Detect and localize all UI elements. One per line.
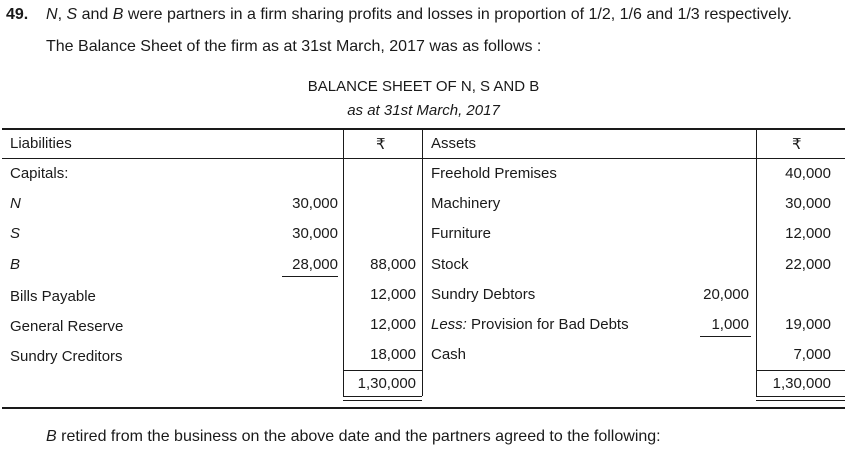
- general-reserve-label: General Reserve: [10, 318, 124, 335]
- general-reserve-amount: 12,000: [370, 316, 416, 333]
- header-assets: Assets: [431, 135, 477, 152]
- question-text-line2: The Balance Sheet of the firm as at 31st March, 2017 was as follows :: [46, 38, 542, 55]
- liab-total-top-rule: [343, 370, 422, 371]
- sundry-creditors-label: Sundry Creditors: [10, 348, 123, 365]
- header-liabilities: Liabilities: [10, 135, 72, 152]
- header-asset-currency: ₹: [792, 136, 802, 153]
- asset-total-top-rule: [756, 370, 845, 371]
- capitals-subtotal-underline: [282, 276, 338, 277]
- partner-b-name: B: [112, 6, 124, 23]
- partner-s-label: S: [10, 225, 21, 242]
- question-text-line1: N, S and B were partners in a firm sharing profits and losses in proportion of 1/2, 1/6 and 1/3 respectively.: [46, 6, 792, 23]
- sundry-debtors-amount: 20,000: [703, 286, 749, 303]
- provision-bad-debts-label: Less: Provision for Bad Debts: [431, 316, 629, 333]
- stock-label: Stock: [431, 256, 469, 273]
- liab-total-double-rule-2: [343, 400, 422, 401]
- footer-partner-b: B: [46, 428, 57, 445]
- assets-total: 1,30,000: [772, 375, 831, 392]
- partner-n-capital: 30,000: [292, 195, 338, 212]
- freehold-premises-label: Freehold Premises: [431, 165, 557, 182]
- bills-payable-amount: 12,000: [370, 286, 416, 303]
- debtors-subtotal-underline: [700, 336, 751, 337]
- asset-total-double-rule-1: [756, 396, 845, 397]
- footer-text: B retired from the business on the above date and the partners agreed to the following:: [46, 428, 661, 445]
- partner-b-label: B: [10, 256, 21, 273]
- partner-b-capital: 28,000: [292, 256, 338, 273]
- header-liab-currency: ₹: [376, 136, 386, 153]
- question-number: 49.: [6, 6, 29, 23]
- partner-n-name: N: [46, 6, 58, 23]
- machinery-amount: 30,000: [785, 195, 831, 212]
- provision-bad-debts-amount: 1,000: [711, 316, 749, 333]
- sundry-creditors-amount: 18,000: [370, 346, 416, 363]
- liab-total-double-rule-1: [343, 396, 422, 397]
- header-bottom-rule: [2, 158, 845, 159]
- stock-amount: 22,000: [785, 256, 831, 273]
- table-top-rule: [2, 128, 845, 130]
- furniture-amount: 12,000: [785, 225, 831, 242]
- liabilities-total: 1,30,000: [357, 375, 416, 392]
- partner-s-name: S: [66, 6, 78, 23]
- cash-amount: 7,000: [793, 346, 831, 363]
- cash-label: Cash: [431, 346, 467, 363]
- capitals-label: Capitals:: [10, 165, 69, 182]
- balance-sheet-title: BALANCE SHEET OF N, S AND B: [307, 78, 540, 95]
- asset-total-double-rule-2: [756, 400, 845, 401]
- sundry-debtors-label: Sundry Debtors: [431, 286, 536, 303]
- table-bottom-rule: [2, 407, 845, 409]
- column-divider-middle: [422, 128, 423, 396]
- partner-s-capital: 30,000: [292, 225, 338, 242]
- capitals-total: 88,000: [370, 256, 416, 273]
- partner-n-label: N: [10, 195, 21, 212]
- machinery-label: Machinery: [431, 195, 501, 212]
- furniture-label: Furniture: [431, 225, 492, 242]
- net-debtors-amount: 19,000: [785, 316, 831, 333]
- balance-sheet-subtitle: as at 31st March, 2017: [347, 102, 500, 119]
- less-label: Less:: [431, 316, 467, 333]
- bills-payable-label: Bills Payable: [10, 288, 96, 305]
- freehold-premises-amount: 40,000: [785, 165, 831, 182]
